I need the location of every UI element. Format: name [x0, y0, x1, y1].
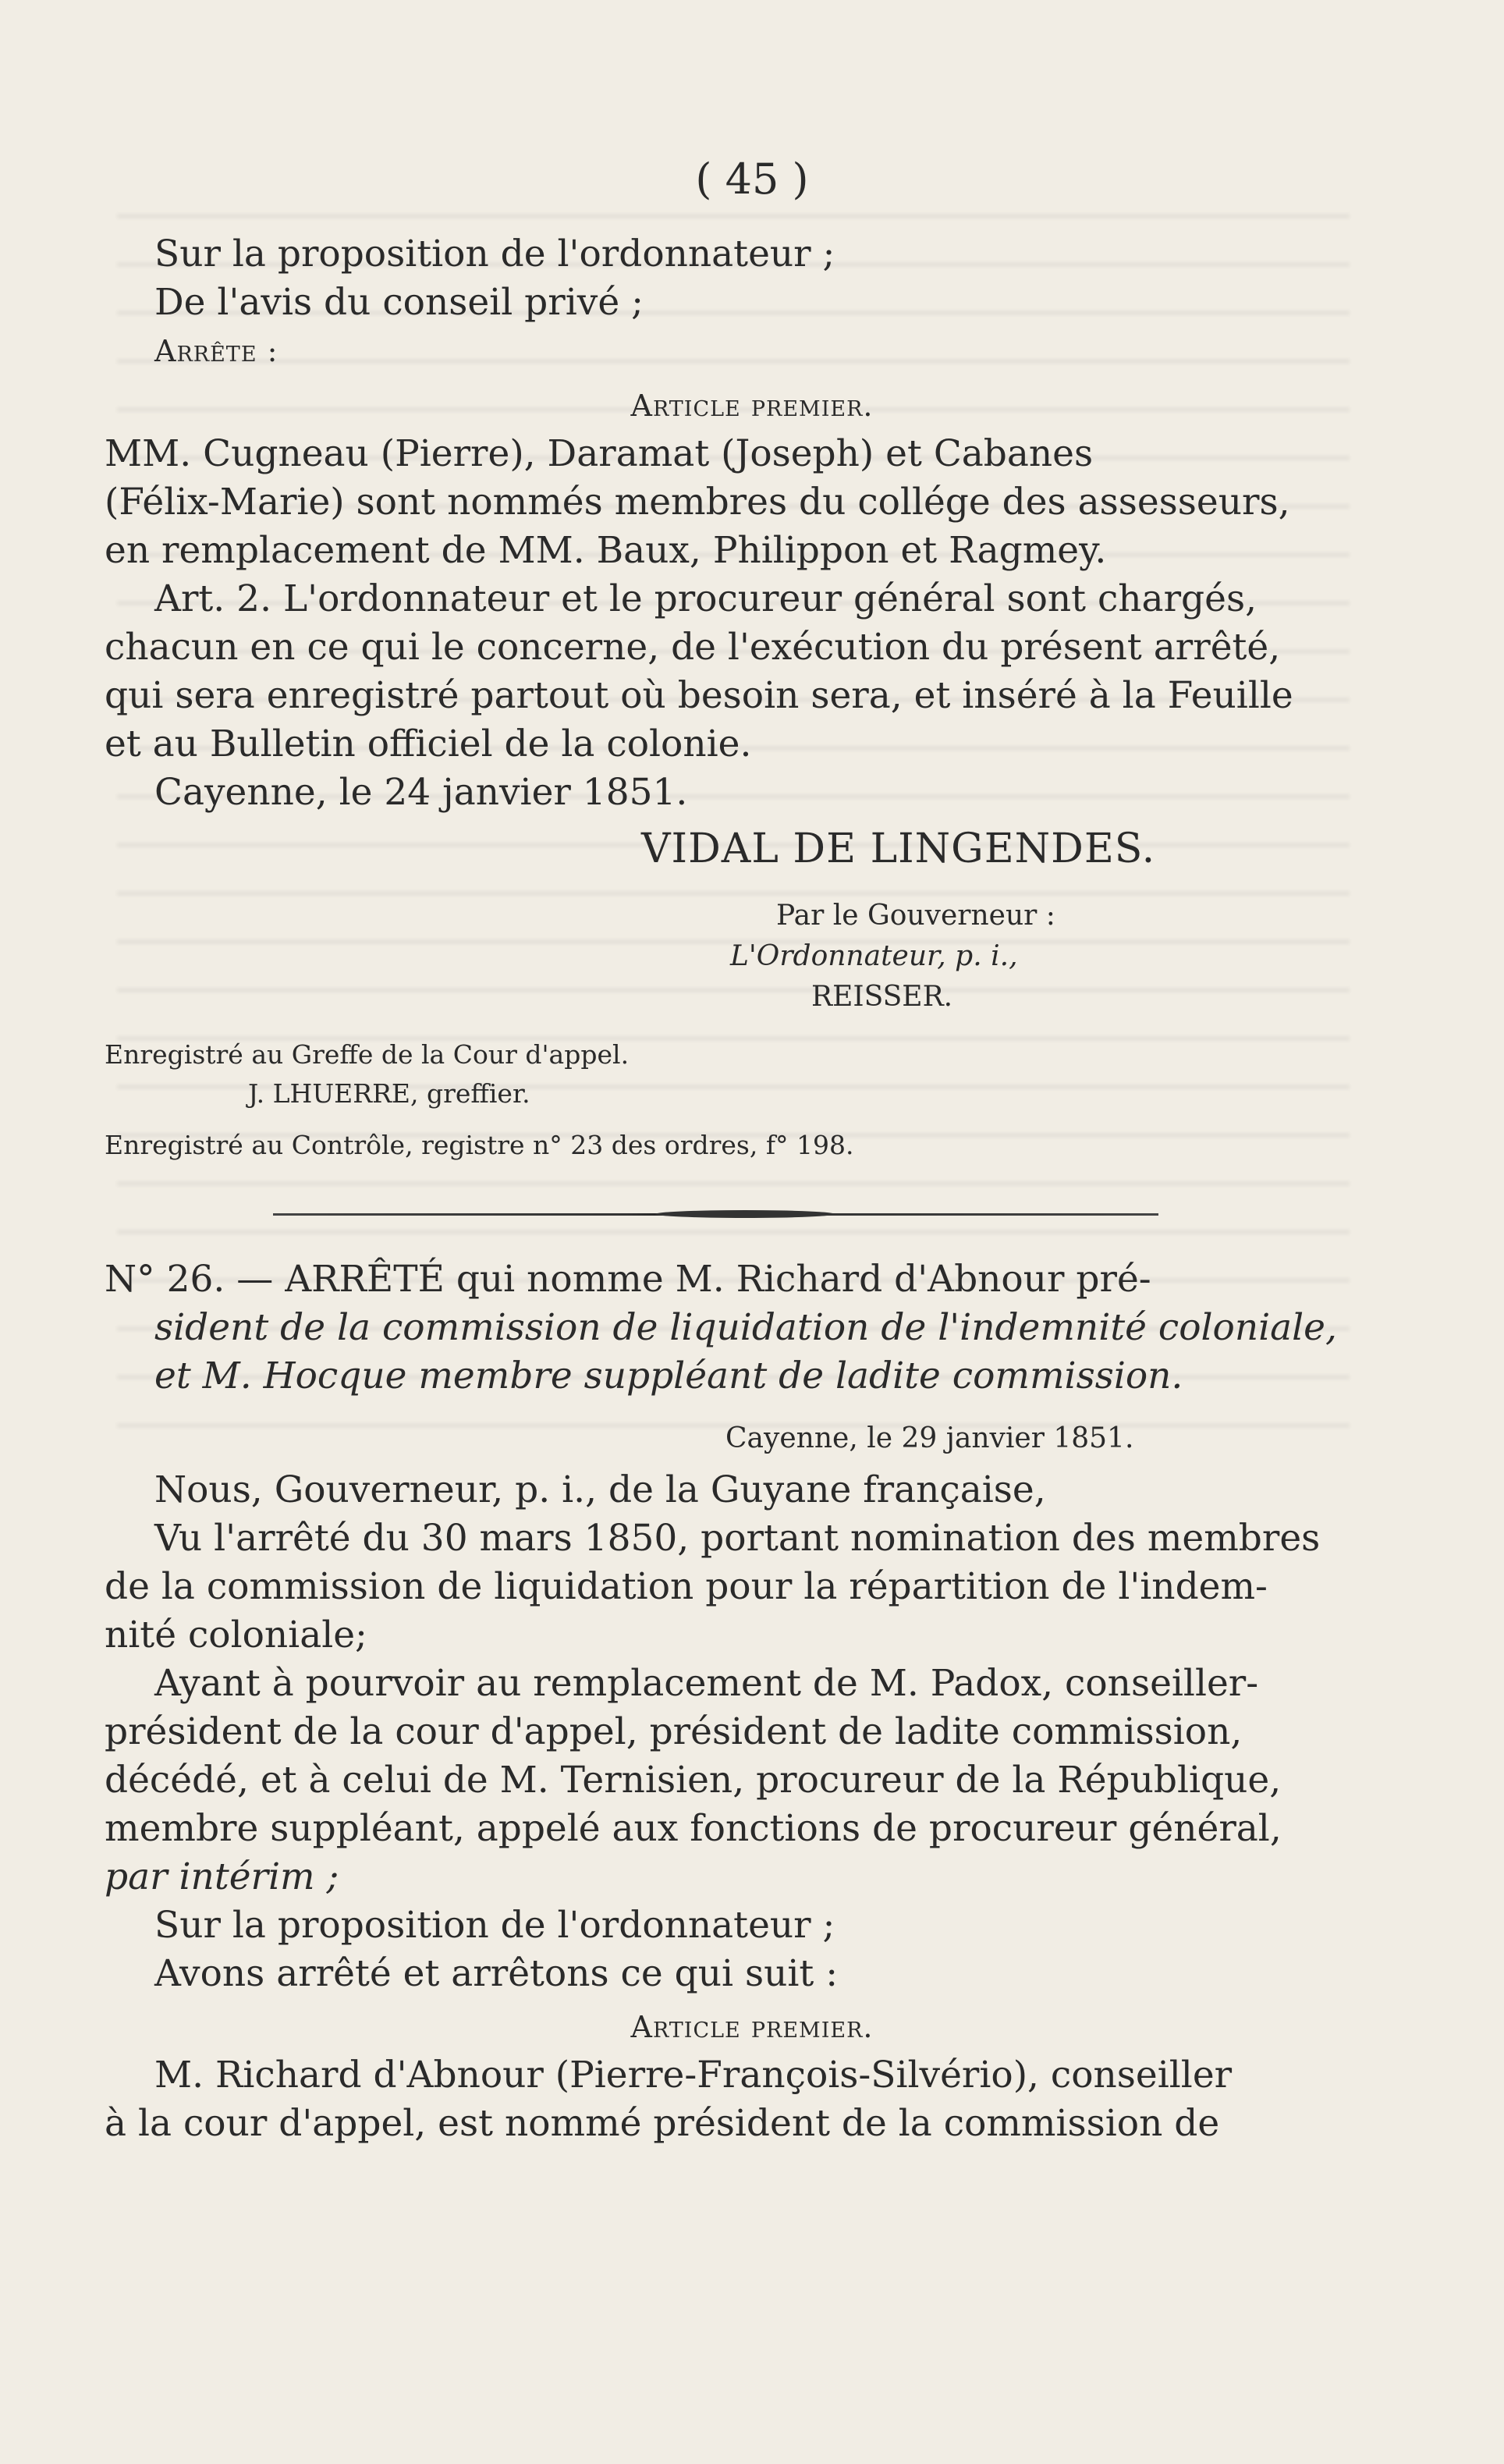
section-divider-ornament: [655, 1210, 835, 1218]
text-line: Ayant à pourvoir au remplacement de M. Padox, conseiller-: [154, 1662, 1259, 1705]
text-line: M. Richard d'Abnour (Pierre-François-Silvério), conseiller: [154, 2054, 1233, 2097]
text-line: Sur la proposition de l'ordonnateur ;: [154, 233, 835, 275]
text-line: MM. Cugneau (Pierre), Daramat (Joseph) et Cabanes: [105, 432, 1094, 475]
page-number: ( 45 ): [695, 154, 809, 204]
text-line: De l'avis du conseil privé ;: [154, 281, 644, 324]
text-line: Sur la proposition de l'ordonnateur ;: [154, 1904, 835, 1947]
text-line: Art. 2. L'ordonnateur et le procureur général sont chargés,: [154, 577, 1257, 620]
text-line: chacun en ce qui le concerne, de l'exécution du présent arrêté,: [105, 626, 1281, 669]
signature-title: Par le Gouverneur :: [776, 900, 1055, 932]
registration-note: Enregistré au Greffe de la Cour d'appel.: [105, 1039, 630, 1070]
article-heading: Article premier.: [630, 389, 874, 423]
text-line: de la commission de liquidation pour la répartition de l'indem-: [105, 1565, 1268, 1608]
signature-name: REISSER.: [811, 981, 953, 1013]
signature-name: VIDAL DE LINGENDES.: [641, 825, 1156, 872]
text-line: en remplacement de MM. Baux, Philippon et Ragmey.: [105, 529, 1107, 572]
date-line: Cayenne, le 29 janvier 1851.: [725, 1422, 1134, 1454]
date-line: Cayenne, le 24 janvier 1851.: [154, 771, 688, 814]
text-line: à la cour d'appel, est nommé président de la commission de: [105, 2102, 1220, 2145]
text-line: nité coloniale;: [105, 1614, 367, 1656]
text-line: décédé, et à celui de M. Ternisien, procureur de la République,: [105, 1759, 1282, 1802]
heading-line: N° 26. — ARRÊTÉ qui nomme M. Richard d'Abnour pré-: [105, 1258, 1151, 1301]
heading-line: et M. Hocque membre suppléant de ladite commission.: [154, 1354, 1183, 1397]
text-line: Avons arrêté et arrêtons ce qui suit :: [154, 1952, 839, 1995]
registration-note: Enregistré au Contrôle, registre n° 23 des ordres, f° 198.: [105, 1130, 854, 1160]
text-line: Nous, Gouverneur, p. i., de la Guyane française,: [154, 1468, 1046, 1511]
text-line: (Félix-Marie) sont nommés membres du collége des assesseurs,: [105, 481, 1290, 524]
text-line: membre suppléant, appelé aux fonctions de procureur général,: [105, 1807, 1282, 1850]
text-line: par intérim ;: [105, 1855, 339, 1898]
text-line: et au Bulletin officiel de la colonie.: [105, 723, 752, 765]
text-line: Vu l'arrêté du 30 mars 1850, portant nomination des membres: [154, 1517, 1321, 1560]
heading-line: sident de la commission de liquidation de l'indemnité coloniale,: [154, 1306, 1337, 1349]
registration-note: J. LHUERRE, greffier.: [248, 1078, 530, 1109]
text-line: président de la cour d'appel, président de ladite commission,: [105, 1710, 1243, 1753]
text-line: Arrête :: [154, 334, 278, 368]
article-heading: Article premier.: [630, 2010, 874, 2044]
text-line: qui sera enregistré partout où besoin sera, et inséré à la Feuille: [105, 674, 1293, 717]
signature-title: L'Ordonnateur, p. i.,: [730, 940, 1018, 972]
